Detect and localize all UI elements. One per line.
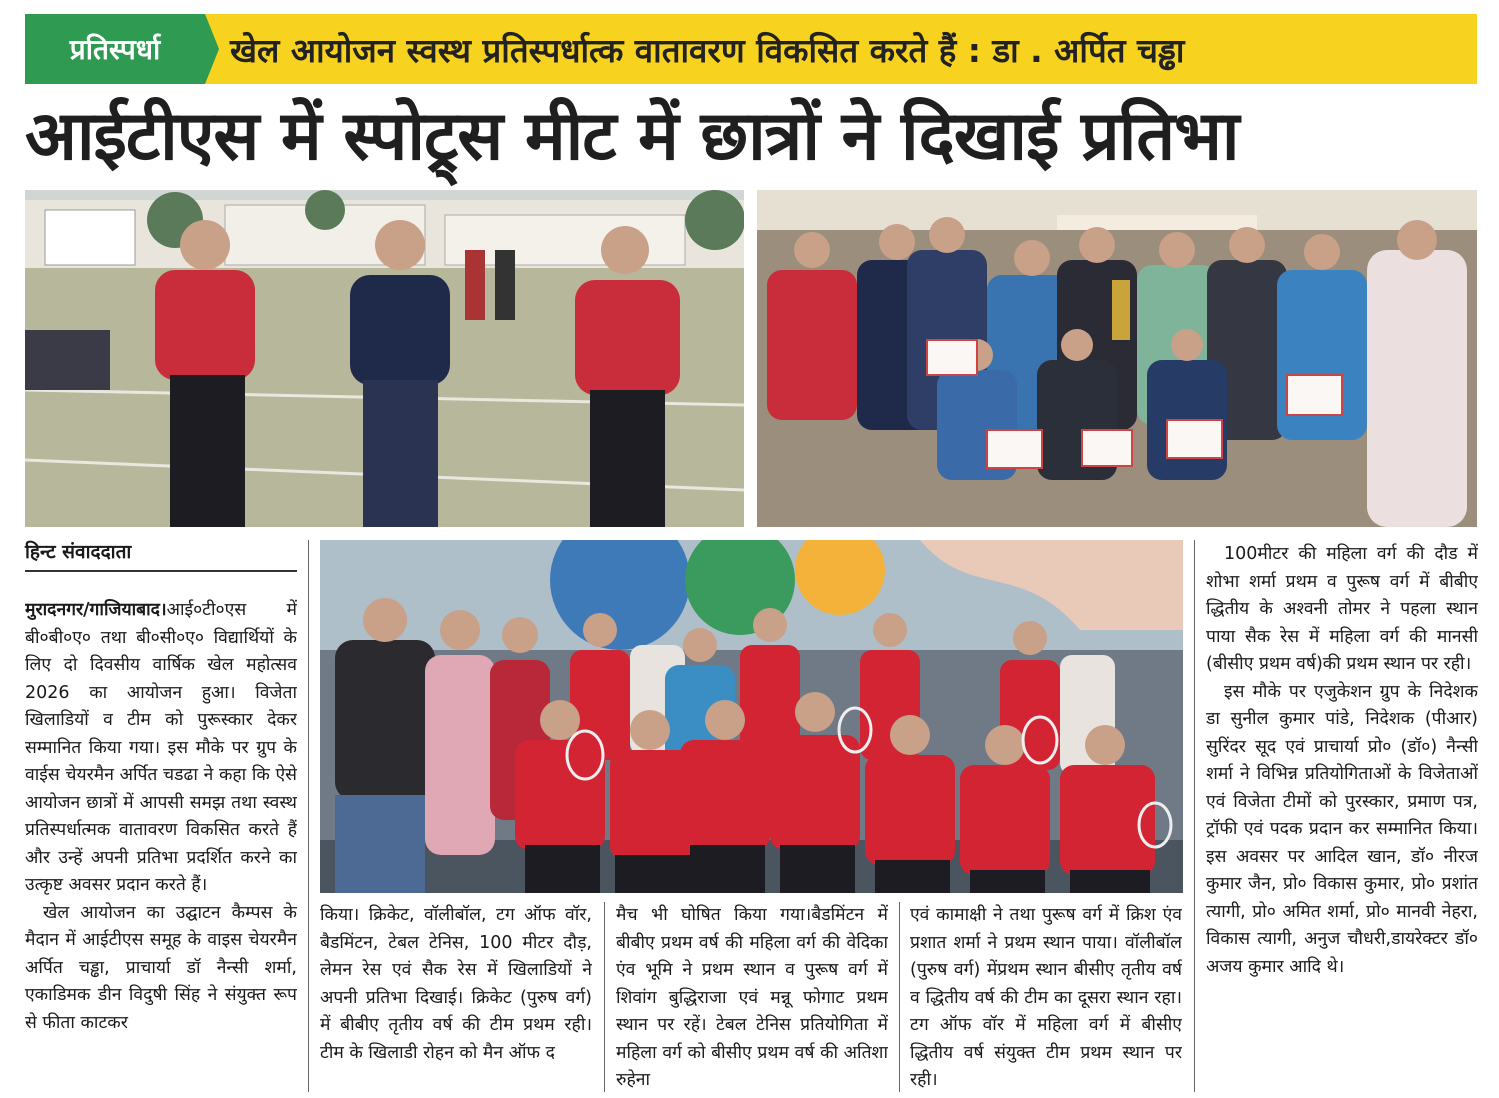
byline: हिन्ट संवाददाता bbox=[25, 538, 297, 572]
column-divider bbox=[1194, 540, 1195, 1092]
paragraph: आई०टी०एस में बी०बी०ए० तथा बी०सी०ए० विद्यार्थियों के लिए दो दिवसीय वार्षिक खेल महोत्सव 2026 का आयोजन हुआ। विजेता खिलाडियों व टीम को पुरूस्कार देकर सम्मानित किया गया। इस मौके पर ग्रुप के वाईस चेयरमैन अर्पित चडढा ने कहा कि ऐसे आयोजन छात्रों में आपसी समझ तथा स्वस्थ प्रतिस्पर्धात्मक वातावरण विकसित करते हैं और उन्हें अपनी प्रतिभा प्रदर्शित करने का उत्कृष्ट अवसर प्रदान करते हैं। bbox=[25, 600, 297, 895]
article-column-4 bbox=[910, 902, 1182, 1092]
dateline: मुरादनगर/गाजियाबाद। bbox=[25, 600, 167, 620]
paragraph: 100मीटर की महिला वर्ग की दौड में शोभा शर्मा प्रथम व पुरूष वर्ग में बीबीए द्धितीय के अश्वनी तोमर ने पहला स्थान पाया सैक रेस में महिला वर्ग की मानसी (बीसीए प्रथम वर्ष)की प्रथम स्थान पर रही। bbox=[1206, 544, 1478, 674]
paragraph: किया। क्रिकेट, वॉलीबॉल, टग ऑफ वॉर, बैडमिंटन, टेबल टेनिस, 100 मीटर दौड़, लेमन रेस एवं सैक रेस में खिलाडियों ने अपनी प्रतिभा दिखाई। क्रिकेट (पुरुष वर्ग) में बीबीए तृतीय वर्ष की टीम प्रथम रही। टीम के खिलाडी रोहन को मैन ऑफ द bbox=[320, 905, 592, 1063]
paragraph: इस मौके पर एजुकेशन ग्रुप के निदेशक डा सुनील कुमार पांडे, निदेशक (पीआर) सुरिंदर सूद एवं प्राचार्या प्रो० (डॉ०) नैन्सी शर्मा ने विभिन्न प्रतियोगिताओं के विजेताओं एवं विजेता टीमों को पुरस्कार, प्रमाण पत्र, ट्रॉफी एवं पदक प्रदान कर सम्मानित किया। इस अवसर पर आदिल खान, डॉ० नीरज कुमार जैन, प्रो० विकास कुमार, प्रो० प्रशांत त्यागी, प्रो० अमित शर्मा, प्रो० मानवी नेहरा, विकास त्यागी, अनुज चौधरी,डायरेक्टर डॉ० अजय कुमार आदि थे। bbox=[1206, 681, 1478, 977]
paragraph: एवं कामाक्षी ने तथा पुरूष वर्ग में क्रिश एंव प्रशात शर्मा ने प्रथम स्थान पाया। वॉलीबॉल (पुरुष वर्ग) मेंप्रथम स्थान बीसीए तृतीय वर्ष व द्धितीय वर्ष की टीम का दूसरा स्थान रहा। टग ऑफ वॉर में महिला वर्ग में बीसीए द्धितीय वर्ष संयुक्त टीम प्रथम स्थान पर रही। bbox=[910, 905, 1182, 1090]
paragraph: खेल आयोजन का उद्घाटन कैम्पस के मैदान में आईटीएस समूह के वाइस चेयरमैन अर्पित चड्ढा, प्राचार्या डॉ नैन्सी शर्मा, एकाडिमक डीन विदुषी सिंह ने संयुक्त रूप से फीता काटकर bbox=[25, 902, 297, 1033]
column-divider bbox=[604, 902, 605, 1092]
column-divider bbox=[899, 902, 900, 1092]
photo-lemon-race bbox=[25, 190, 744, 527]
photo-winners-group bbox=[757, 190, 1477, 527]
photo-badminton-team bbox=[320, 540, 1183, 893]
section-tag: प्रतिस्पर्धा bbox=[25, 14, 205, 84]
main-headline: आईटीएस में स्पोट्र्स मीट में छात्रों ने दिखाई प्रतिभा bbox=[25, 97, 1239, 176]
article-column-5 bbox=[1206, 541, 1478, 1092]
kicker-subheadline: खेल आयोजन स्वस्थ प्रतिस्पर्धात्क वातावरण विकसित करते हैं : डा . अर्पित चड्ढा bbox=[230, 30, 1185, 70]
paragraph: मैच भी घोषित किया गया।बैडमिंटन में बीबीए प्रथम वर्ष की महिला वर्ग की वेदिका एंव भूमि ने प्रथम स्थान व पुरूष वर्ग में शिवांग बुद्धिराजा एवं मन्नू फोगाट प्रथम स्थान पर रहें। टेबल टेनिस प्रतियोगिता में महिला वर्ग को बीसीए प्रथम वर्ष की अतिशा रुहेना bbox=[616, 905, 888, 1090]
article-column-3 bbox=[616, 902, 888, 1092]
column-divider bbox=[308, 540, 309, 1092]
article-column-2 bbox=[320, 902, 592, 1092]
article-column-1 bbox=[25, 597, 297, 1092]
